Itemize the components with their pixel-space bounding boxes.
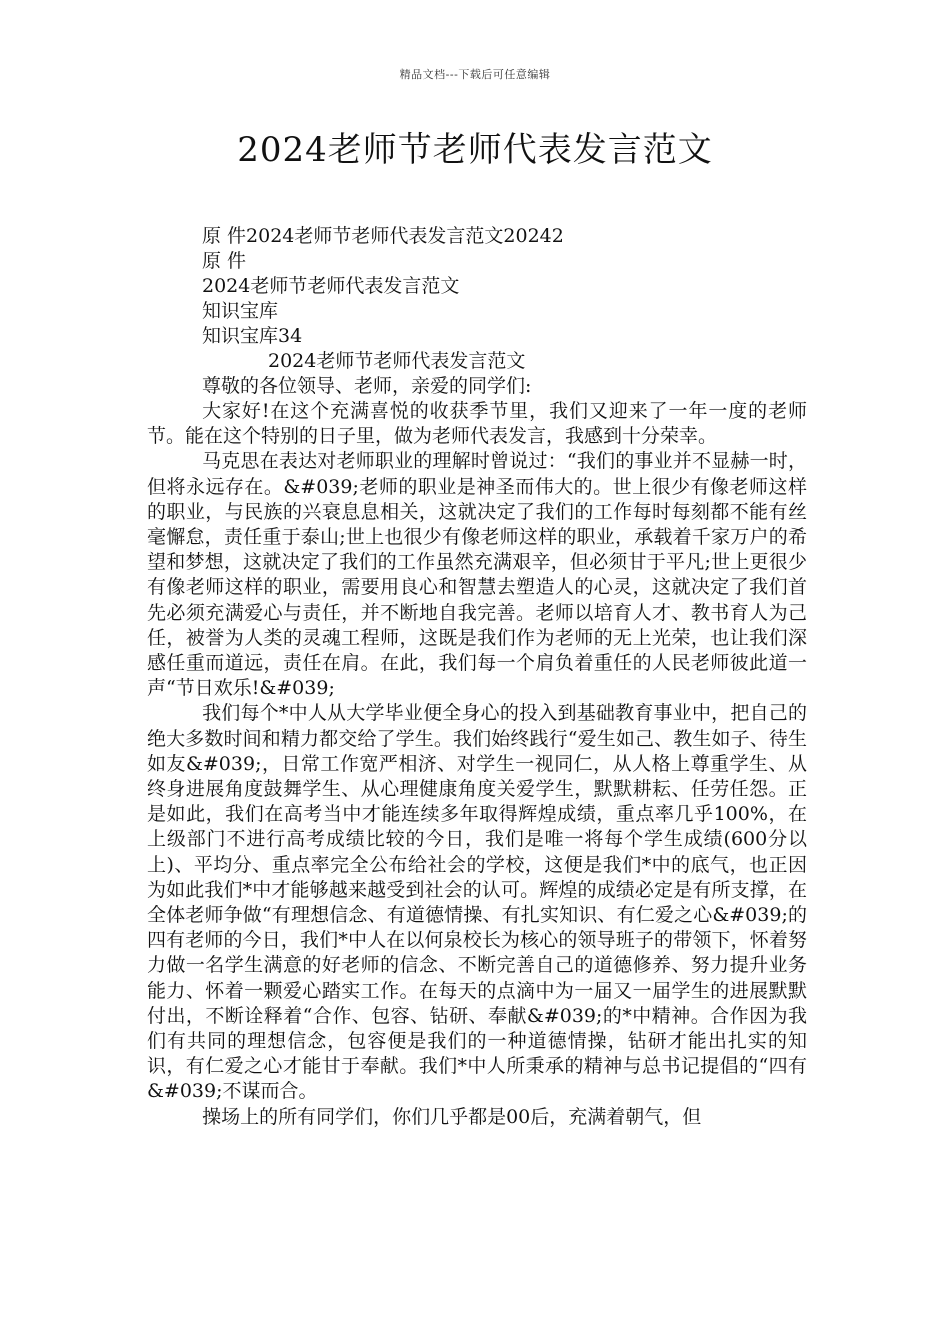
salutation: 尊敬的各位领导、老师，亲爱的同学们:	[202, 375, 532, 397]
meta-line: 知识宝库34	[202, 325, 303, 347]
paragraph: 操场上的所有同学们，你们几乎都是00后，充满着朝气，但	[202, 1105, 702, 1128]
speech-body	[147, 399, 807, 1130]
meta-line: 知识宝库	[202, 300, 279, 322]
paragraph: 我们每个*中人从大学毕业便全身心的投入到基础教育事业中，把自己的绝大多数时间和精力都交给了学生。我们始终践行“爱生如己、教生如子、待生如友&#039;，日常工作宽严相济、对学生一视同仁，从人格上尊重学生、从终身进展角度鼓舞学生、从心理健康角度关爱学生，默默耕耘、任劳任怨。正是如此，我们在高考当中才能连续多年取得辉煌成绩，重点率几乎100%，在上级部门不进行高考成绩比较的今日，我们是唯一将每个学生成绩(600分以上)、平均分、重点率完全公布给社会的学校，这便是我们*中的底气，也正因为如此我们*中才能够越来越受到社会的认可。辉煌的成绩必定是有所支撑，在全体老师争做“有理想信念、有道德情操、有扎实知识、有仁爱之心&#039;的四有老师的今日，我们*中人在以何泉校长为核心的领导班子的带领下，怀着努力做一名学生满意的好老师的信念、不断完善自己的道德修养、努力提升业务能力、怀着一颗爱心踏实工作。在每天的点滴中为一届又一届学生的进展默默付出，不断诠释着“合作、包容、钻研、奉献&#039;的*中精神。合作因为我们有共同的理想信念，包容便是我们的一种道德情操，钻研才能出扎实的知识，有仁爱之心才能甘于奉献。我们*中人所秉承的精神与总书记提倡的“四有&#039;不谋而合。	[147, 702, 807, 1103]
paragraph: 大家好!在这个充满喜悦的收获季节里，我们又迎来了一年一度的老师节。能在这个特别的日子里，做为老师代表发言，我感到十分荣幸。	[147, 400, 807, 448]
meta-line: 原 件2024老师节老师代表发言范文20242	[202, 225, 564, 247]
speech-subtitle: 2024老师节老师代表发言范文	[268, 350, 526, 372]
paragraph: 马克思在表达对老师职业的理解时曾说过：“我们的事业并不显赫一时，但将永远存在。&#039;老师的职业是神圣而伟大的。世上很少有像老师这样的职业，与民族的兴衰息息相关，这就决定了我们的工作每时每刻都不能有丝毫懈怠，责任重于泰山;世上也很少有像老师这样的职业，承载着千家万户的希望和梦想，这就决定了我们的工作虽然充满艰辛，但必须甘于平凡;世上更很少有像老师这样的职业，需要用良心和智慧去塑造人的心灵，这就决定了我们首先必须充满爱心与责任，并不断地自我完善。老师以培育人才、教书育人为己任，被誉为人类的灵魂工程师，这既是我们作为老师的无上光荣，也让我们深感任重而道远，责任在肩。在此，我们每一个肩负着重任的人民老师彼此道一声“节日欢乐!&#039;	[147, 450, 807, 700]
meta-line: 原 件	[202, 250, 247, 272]
document-title: 2024老师节老师代表发言范文	[237, 130, 713, 170]
page-header: 精品文档---下载后可任意编辑	[399, 68, 551, 81]
meta-line: 2024老师节老师代表发言范文	[202, 275, 460, 297]
meta-block	[202, 224, 564, 349]
